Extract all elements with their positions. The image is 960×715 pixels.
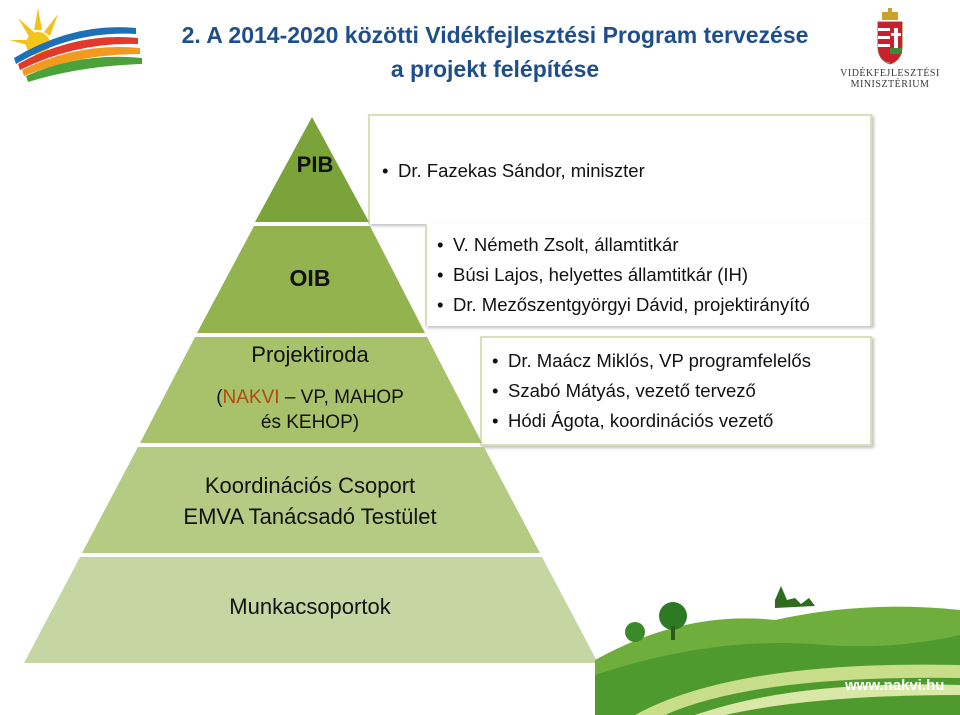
ministry-name-line-1: VIDÉKFEJLESZTÉSI [840, 68, 940, 79]
koordinacios-line-1: Koordinációs Csoport [204, 473, 416, 498]
subtitle-open-paren: ( [216, 387, 223, 408]
koordinacios-line-2: EMVA Tanácsadó Testület [183, 504, 437, 529]
list-item: • Búsi Lajos, helyettes államtitkár (IH) [435, 260, 810, 290]
munkacsoportok-label: Munkacsoportok [229, 594, 391, 619]
projektiroda-label: Projektiroda [251, 342, 369, 367]
title-line-1: 2. A 2014-2020 közötti Vidékfejlesztési Program tervezése [181, 22, 809, 48]
projektiroda-subtitle [170, 385, 450, 435]
koordinacios-label [110, 470, 510, 532]
list-item: • Dr. Fazekas Sándor, miniszter [380, 156, 645, 186]
list-item: • V. Németh Zsolt, államtitkár [435, 230, 810, 260]
list-item: • Dr. Mezőszentgyörgyi Dávid, projektirányító [435, 290, 810, 320]
list-item: • Dr. Maácz Miklós, VP programfelelős [490, 346, 811, 376]
subtitle-line-2: és KEHOP) [260, 412, 360, 433]
tree-icon [659, 602, 687, 630]
oib-label: OIB [289, 265, 331, 291]
title-line-2: a projekt felépítése [390, 56, 600, 82]
website-url: www.nakvi.hu [845, 677, 945, 694]
list-item: • Hódi Ágota, koordinációs vezető [490, 406, 811, 436]
nakvi-label: NAKVI [222, 387, 280, 408]
landscape-illustration-icon [595, 580, 960, 715]
village-silhouette-icon [775, 586, 815, 608]
pib-label: PIB [296, 152, 334, 177]
list-item: • Szabó Mátyás, vezető tervező [490, 376, 811, 406]
ministry-name-line-2: MINISZTÉRIUM [850, 79, 930, 90]
subtitle-programs: – VP, MAHOP [279, 387, 404, 408]
